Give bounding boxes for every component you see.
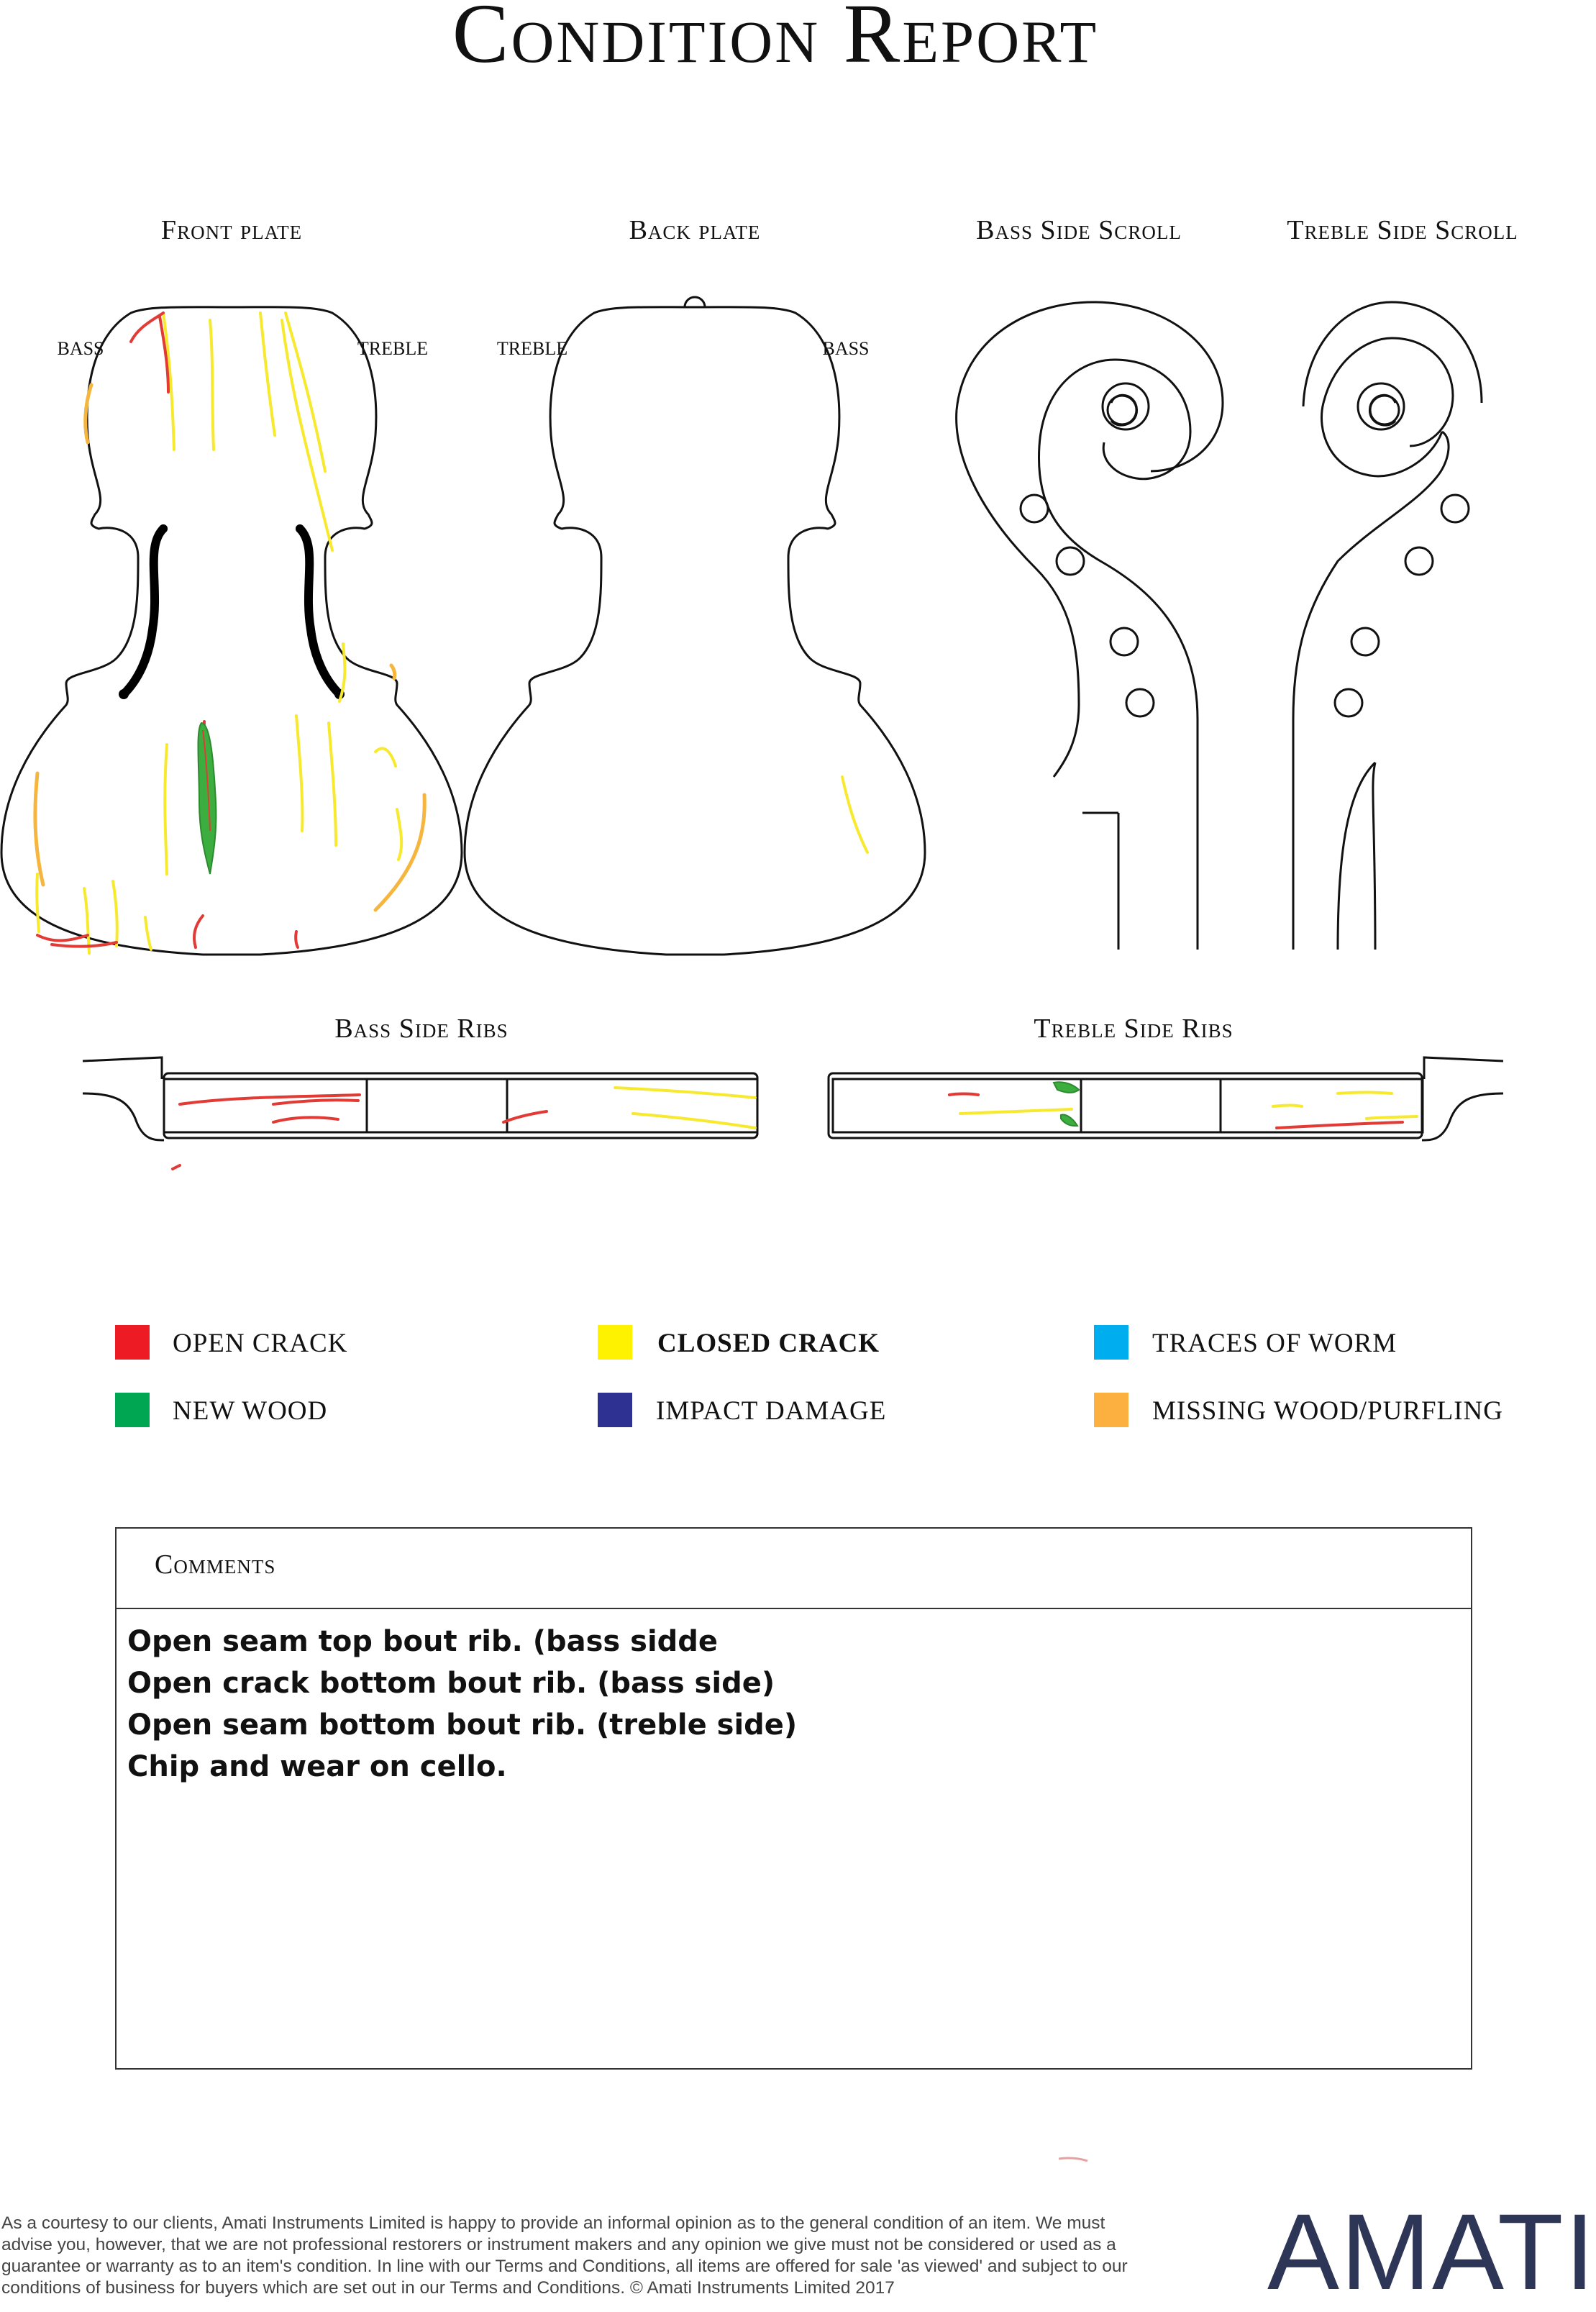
closed-crack-swatch	[598, 1325, 632, 1360]
new-wood-swatch	[115, 1393, 150, 1427]
comment-line: Open crack bottom bout rib. (bass side)	[127, 1667, 775, 1700]
comments-header	[117, 1529, 1471, 1609]
legend-label-traces-of-worm: TRACES OF WORM	[1152, 1329, 1397, 1358]
legend-label-impact-damage: IMPACT DAMAGE	[656, 1396, 887, 1426]
back-bass-side-label: BASS	[822, 338, 870, 359]
treble-side-scroll-drawing	[1293, 302, 1482, 950]
treble-side-ribs-drawing	[829, 1057, 1503, 1140]
page-title: Condition Report	[452, 0, 1099, 81]
comments-box	[115, 1527, 1472, 2070]
treble-side-ribs-label: Treble Side Ribs	[1034, 1014, 1234, 1044]
impact-damage-swatch	[598, 1393, 632, 1427]
legend-label-open-crack: OPEN CRACK	[173, 1329, 348, 1358]
legend-swatch-new-wood	[115, 1393, 150, 1427]
legend-swatch-traces-of-worm	[1094, 1325, 1128, 1360]
legend-swatch-open-crack	[115, 1325, 150, 1360]
legend-swatch-impact-damage	[598, 1393, 632, 1427]
back-treble-side-label: TREBLE	[496, 338, 568, 359]
brand-logo: AMATI	[1267, 2191, 1596, 2312]
bass-side-ribs-drawing	[83, 1057, 757, 1169]
comments-body	[127, 1621, 797, 1788]
comment-line: Chip and wear on cello.	[127, 1750, 507, 1783]
comments-heading: Comments	[155, 1549, 276, 1580]
back-plate-drawing	[465, 297, 925, 955]
footer-disclaimer: As a courtesy to our clients, Amati Instruments Limited is happy to provide an informal opinion as to the general condition of an item. We must advise you, however, that we are not professional restorers or instrument makers and any opinion we give must not be considered or used as a guarantee or warranty as to an item's condition. In line with our Terms and Conditions, all items are offered for sale 'as viewed' and subject to our conditions of business for buyers which are set out in our Terms and Conditions. © Amati Instruments Limited 2017	[1, 2213, 1128, 2298]
bass-side-scroll-label: Bass Side Scroll	[976, 215, 1182, 245]
legend-swatch-closed-crack	[598, 1325, 632, 1360]
open-crack-swatch	[115, 1325, 150, 1360]
legend-swatch-missing-wood	[1094, 1393, 1128, 1427]
bass-side-scroll-drawing	[957, 302, 1223, 950]
traces-of-worm-swatch	[1094, 1325, 1128, 1360]
back-plate-label: Back plate	[629, 215, 761, 245]
comment-line: Open seam top bout rib. (bass sidde	[127, 1625, 719, 1658]
missing-wood-swatch	[1094, 1393, 1128, 1427]
legend-label-closed-crack: CLOSED CRACK	[657, 1329, 880, 1358]
bass-side-ribs-label: Bass Side Ribs	[334, 1014, 509, 1044]
legend-label-missing-wood: MISSING WOOD/PURFLING	[1152, 1396, 1503, 1426]
front-bass-side-label: BASS	[57, 338, 104, 359]
front-plate-drawing	[1, 307, 462, 955]
treble-side-scroll-label: Treble Side Scroll	[1287, 215, 1518, 245]
legend-label-new-wood: NEW WOOD	[173, 1396, 328, 1426]
comment-line: Open seam bottom bout rib. (treble side)	[127, 1708, 798, 1742]
front-plate-label: Front plate	[160, 215, 303, 245]
front-treble-side-label: TREBLE	[357, 338, 429, 359]
